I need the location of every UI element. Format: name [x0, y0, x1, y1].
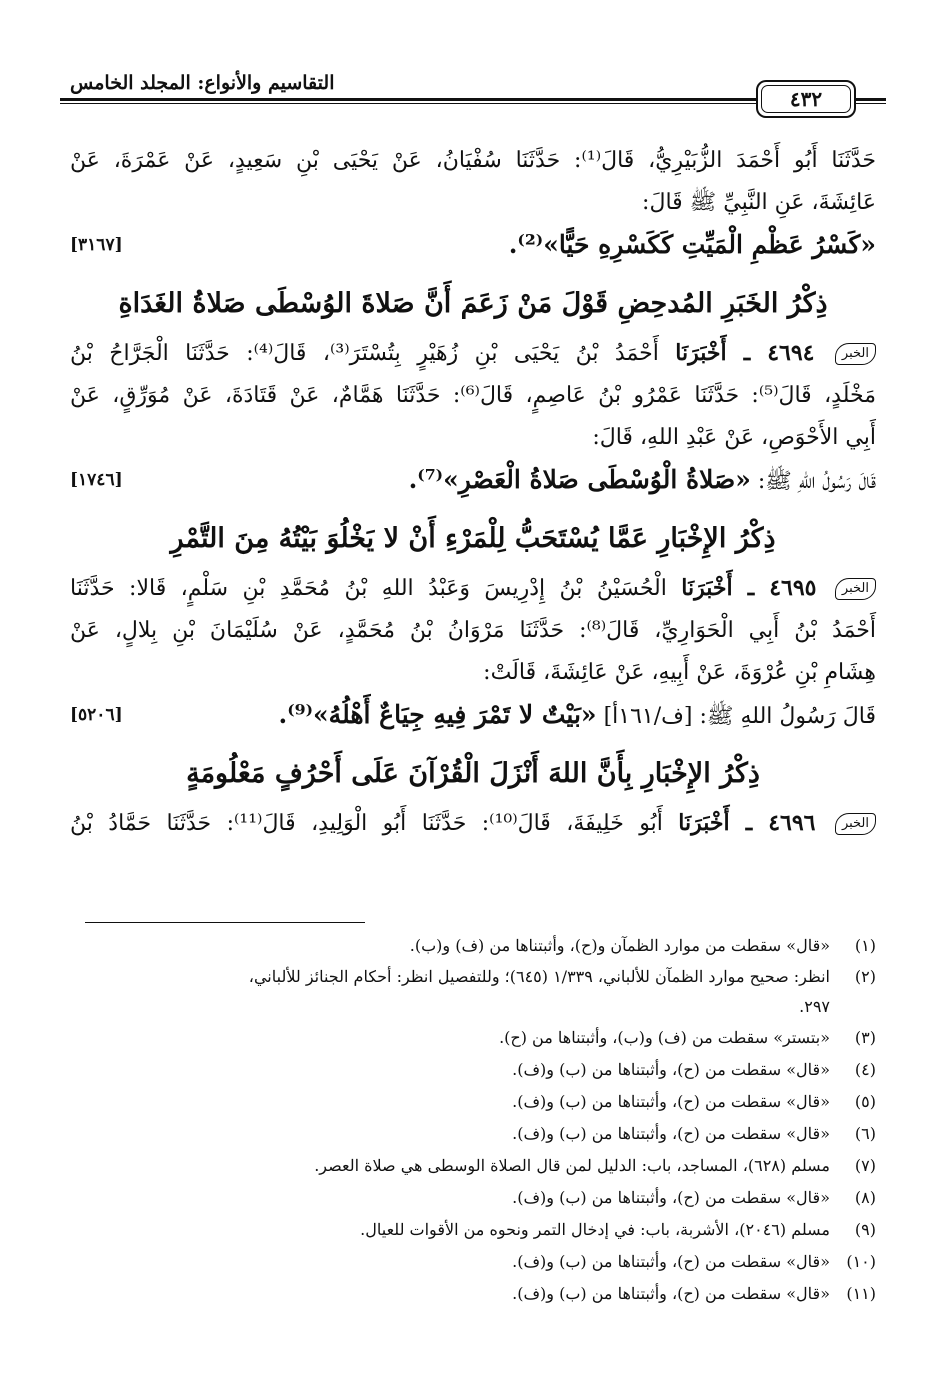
hadith-quote-line: [70, 694, 876, 738]
text-line: حَدَّثَنَا أَبُو أَحْمَدَ الزُّبَيْرِيُّ، قَالَ⁽¹⁾: حَدَّثَنَا سُفْيَانُ، عَنْ يَحْيَى بْنِ سَعِيدٍ، عَنْ عَمْرَةَ، عَنْ: [70, 148, 877, 173]
page-header: [60, 72, 886, 130]
text-segment: أَحْمَدُ بْنُ يَحْيَى بْنِ زُهَيْرٍ بِتُسْتَرَ⁽³⁾، قَالَ⁽⁴⁾: حَدَّثَنَا الْجَرَّاحُ بْنُ: [70, 341, 659, 366]
hadith-first-line: [70, 332, 876, 375]
hadith-reference: [١٧٤٦]: [70, 470, 123, 490]
section-heading: ذِكْرُ الإِخْبَارِ عَمَّا يُسْتَحَبُّ لِلْمَرْءِ أَنْ لا يَخْلُوَ بَيْتُهُ مِنَ التَّمْرِ: [170, 523, 776, 554]
footnote: (١) «قال» سقطت من موارد الظمآن و(ح)، وأثبتناها من (ف) و(ب).: [409, 936, 876, 955]
page-number: ٤٣٢: [789, 87, 823, 111]
footnote: (٨) «قال» سقطت من (ح)، وأثبتناها من (ب) و(ف).: [512, 1188, 876, 1207]
hadith-first-line: [70, 567, 876, 610]
text-line: عَائِشَةَ، عَنِ النَّبِيِّ ﷺ قَالَ:: [642, 190, 876, 215]
section-heading: ذِكْرُ الإِخْبَارِ بِأَنَّ اللهَ أَنْزَلَ الْقُرْآنَ عَلَى أَحْرُفٍ مَعْلُومَةٍ: [186, 758, 760, 789]
footnote: (٢) انظر: صحيح موارد الظمآن للألباني، ١/٣٣٩ (٦٤٥)؛ وللتفصيل انظر: أحكام الجنائز للألباني، ٢٩٧.: [248, 967, 876, 1016]
main-text: [70, 140, 876, 845]
hadith-first-line: [70, 802, 876, 845]
text-segment: أَبُو خَلِيفَةَ، قَالَ⁽¹⁰⁾: حَدَّثَنَا أَبُو الْوَلِيدِ، قَالَ⁽¹¹⁾: حَدَّثَنَا حَمَّادُ بْنُ: [70, 811, 663, 836]
footnote: (٥) «قال» سقطت من (ح)، وأثبتناها من (ب) و(ف).: [512, 1092, 876, 1111]
running-title: التقاسيم والأنواع: المجلد الخامس: [60, 72, 344, 94]
footnote: (٣) «بتستر» سقطت من (ف) و(ب)، وأثبتناها من (ح).: [499, 1028, 876, 1047]
text-line: أَبِي الأَحْوَصِ، عَنْ عَبْدِ اللهِ، قَالَ:: [592, 425, 876, 450]
khabar-badge-icon: الخبر: [835, 813, 876, 835]
hadith-reference: [٥٢٠٦]: [70, 705, 123, 725]
hadith-quote: «كَسْرُ عَظْمِ الْمَيِّتِ كَكَسْرِهِ حَيًّا»⁽²⁾.: [508, 230, 876, 259]
footnotes: [60, 930, 876, 1310]
footnote: (٤) «قال» سقطت من (ح)، وأثبتناها من (ب) و(ف).: [512, 1060, 876, 1079]
quote-prefix: قَالَ رَسُولُ اللهِ ﷺ: [ف/١٦١أ]: [603, 704, 876, 729]
hadith-quote-line: [70, 459, 876, 503]
hadith-reference: [٣١٦٧]: [70, 235, 123, 255]
text-line: هِشَامِ بْنِ عُرْوَةَ، عَنْ أَبِيهِ، عَنْ عَائِشَةَ، قَالَتْ:: [483, 660, 876, 685]
hadith-quote: «صَلاةُ الْوُسْطَى صَلاةُ الْعَصْرِ»⁽⁷⁾.: [408, 465, 751, 494]
footnote: (٩) مسلم (٢٠٤٦)، الأشربة، باب: في إدخال التمر ونحوه من الأقوات للعيال.: [360, 1220, 876, 1239]
footnote: (٦) «قال» سقطت من (ح)، وأثبتناها من (ب) و(ف).: [512, 1124, 876, 1143]
text-segment: الْحُسَيْنُ بْنُ إِدْرِيسَ وَعَبْدُ اللهِ بْنُ مُحَمَّدِ بْنِ سَلْمٍ، قَالا: حَدَّثَنَا: [70, 576, 667, 601]
khabar-badge-icon: الخبر: [835, 343, 876, 365]
footnote: (١١) «قال» سقطت من (ح)، وأثبتناها من (ب) و(ف).: [512, 1284, 876, 1303]
hadith-number: ٤٦٩٥ ـ أَخْبَرَنَا: [681, 575, 817, 601]
hadith-quote-line: [70, 224, 876, 268]
khabar-badge-icon: الخبر: [835, 578, 876, 600]
footnote: (١٠) «قال» سقطت من (ح)، وأثبتناها من (ب) و(ف).: [512, 1252, 876, 1271]
text-line: أَحْمَدُ بْنُ أَبِي الْحَوَارِيِّ، قَالَ⁽⁸⁾: حَدَّثَنَا مَرْوَانُ بْنُ مُحَمَّدٍ، عَنْ سُلَيْمَانَ بْنِ بِلالٍ، عَنْ: [70, 618, 876, 643]
footnote: (٧) مسلم (٦٢٨)، المساجد، باب: الدليل لمن قال الصلاة الوسطى هي صلاة العصر.: [314, 1156, 876, 1175]
page-number-box: [756, 80, 856, 118]
section-heading: ذِكْرُ الخَبَرِ المُدحِضِ قَوْلَ مَنْ زَعَمَ أَنَّ صَلاةَ الوُسْطَى صَلاةُ الغَدَاةِ: [118, 288, 828, 319]
text-line: مَخْلَدٍ، قَالَ⁽⁵⁾: حَدَّثَنَا عَمْرُو بْنُ عَاصِمٍ، قَالَ⁽⁶⁾: حَدَّثَنَا هَمَّامٌ، عَنْ قَتَادَةَ، عَنْ مُوَرِّقٍ، عَنْ: [70, 383, 876, 408]
quote-prefix: قَالَ رَسُولُ اللهِ ﷺ:: [757, 469, 876, 494]
hadith-quote: «بَيْتٌ لا تَمْرَ فِيهِ جِيَاعٌ أَهْلُهُ»⁽⁹⁾.: [278, 700, 597, 729]
footnote-rule: [85, 922, 365, 923]
hadith-number: ٤٦٩٤ ـ أَخْبَرَنَا: [675, 340, 815, 366]
hadith-number: ٤٦٩٦ ـ أَخْبَرَنَا: [678, 810, 816, 836]
